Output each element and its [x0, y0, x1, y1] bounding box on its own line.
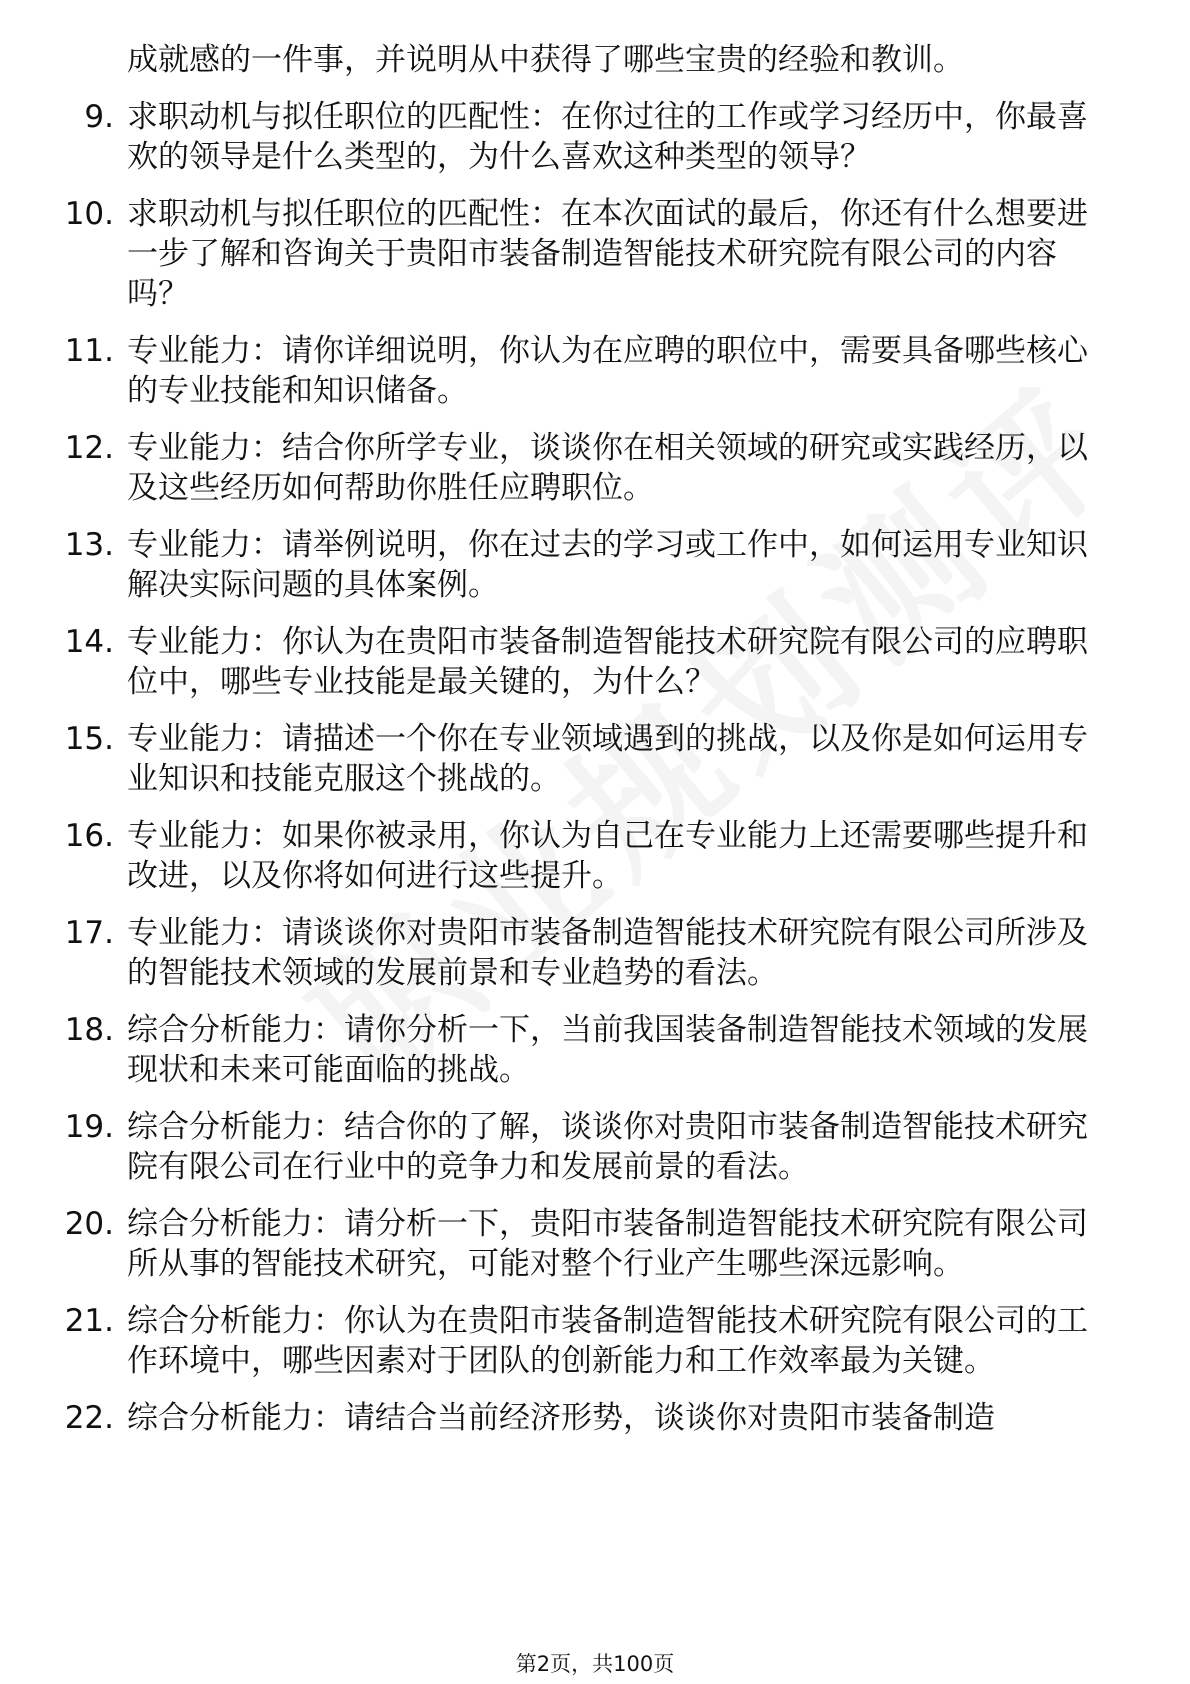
list-item — [0, 1204, 1190, 1284]
item-number: 16. — [64, 818, 114, 854]
item-number: 12. — [64, 430, 114, 466]
item-number: 19. — [64, 1109, 114, 1145]
item-text: 综合分析能力：请结合当前经济形势，谈谈你对贵阳市装备制造 — [127, 1400, 995, 1436]
item-number: 18. — [64, 1012, 114, 1048]
list-item — [0, 913, 1190, 993]
item-text: 综合分析能力：你认为在贵阳市装备制造智能技术研究院有限公司的工作环境中，哪些因素对于团队的创新能力和工作效率最为关键。 — [127, 1303, 1088, 1379]
item-text: 求职动机与拟任职位的匹配性：在你过往的工作或学习经历中，你最喜欢的领导是什么类型的，为什么喜欢这种类型的领导？ — [127, 99, 1088, 175]
list-item — [0, 622, 1190, 702]
item-text: 专业能力：你认为在贵阳市装备制造智能技术研究院有限公司的应聘职位中，哪些专业技能是最关键的，为什么？ — [127, 624, 1088, 700]
list-item — [0, 331, 1190, 411]
item-text: 专业能力：如果你被录用，你认为自己在专业能力上还需要哪些提升和改进，以及你将如何进行这些提升。 — [127, 818, 1088, 894]
list-item — [0, 428, 1190, 508]
item-number: 15. — [64, 721, 114, 757]
list-item — [0, 1010, 1190, 1090]
item-text: 专业能力：请举例说明，你在过去的学习或工作中，如何运用专业知识解决实际问题的具体案例。 — [127, 527, 1088, 603]
list-item — [0, 719, 1190, 799]
item-text: 专业能力：请描述一个你在专业领域遇到的挑战，以及你是如何运用专业知识和技能克服这个挑战的。 — [127, 721, 1088, 797]
list-item — [0, 525, 1190, 605]
item-number: 22. — [64, 1400, 114, 1436]
item-number: 13. — [64, 527, 114, 563]
item-text: 综合分析能力：结合你的了解，谈谈你对贵阳市装备制造智能技术研究院有限公司在行业中的竞争力和发展前景的看法。 — [127, 1109, 1088, 1185]
list-item — [0, 194, 1190, 314]
item-number: 11. — [64, 333, 114, 369]
item-text: 综合分析能力：请分析一下，贵阳市装备制造智能技术研究院有限公司所从事的智能技术研究，可能对整个行业产生哪些深远影响。 — [127, 1206, 1088, 1282]
list-item — [0, 97, 1190, 177]
item-text: 专业能力：请谈谈你对贵阳市装备制造智能技术研究院有限公司所涉及的智能技术领域的发展前景和专业趋势的看法。 — [127, 915, 1088, 991]
item-text: 专业能力：请你详细说明，你认为在应聘的职位中，需要具备哪些核心的专业技能和知识储备。 — [127, 333, 1088, 409]
item-number: 9. — [84, 99, 114, 135]
item-number: 17. — [64, 915, 114, 951]
item-text: 求职动机与拟任职位的匹配性：在本次面试的最后，你还有什么想要进一步了解和咨询关于贵阳市装备制造智能技术研究院有限公司的内容吗？ — [127, 196, 1088, 312]
item-text: 综合分析能力：请你分析一下，当前我国装备制造智能技术领域的发展现状和未来可能面临的挑战。 — [127, 1012, 1088, 1088]
list-item — [0, 1301, 1190, 1381]
continuation-item — [0, 40, 1190, 80]
page-footer: 第2页，共100页 — [515, 1652, 675, 1676]
item-number: 20. — [64, 1206, 114, 1242]
list-item — [0, 816, 1190, 896]
item-text: 专业能力：结合你所学专业，谈谈你在相关领域的研究或实践经历，以及这些经历如何帮助你胜任应聘职位。 — [127, 430, 1088, 506]
item-number: 14. — [64, 624, 114, 660]
list-item — [0, 1107, 1190, 1187]
list-item — [0, 1398, 1190, 1438]
item-number: 21. — [64, 1303, 114, 1339]
continuation-text: 成就感的一件事，并说明从中获得了哪些宝贵的经验和教训。 — [127, 42, 964, 78]
question-list — [0, 40, 1190, 1455]
item-number: 10. — [64, 196, 114, 232]
